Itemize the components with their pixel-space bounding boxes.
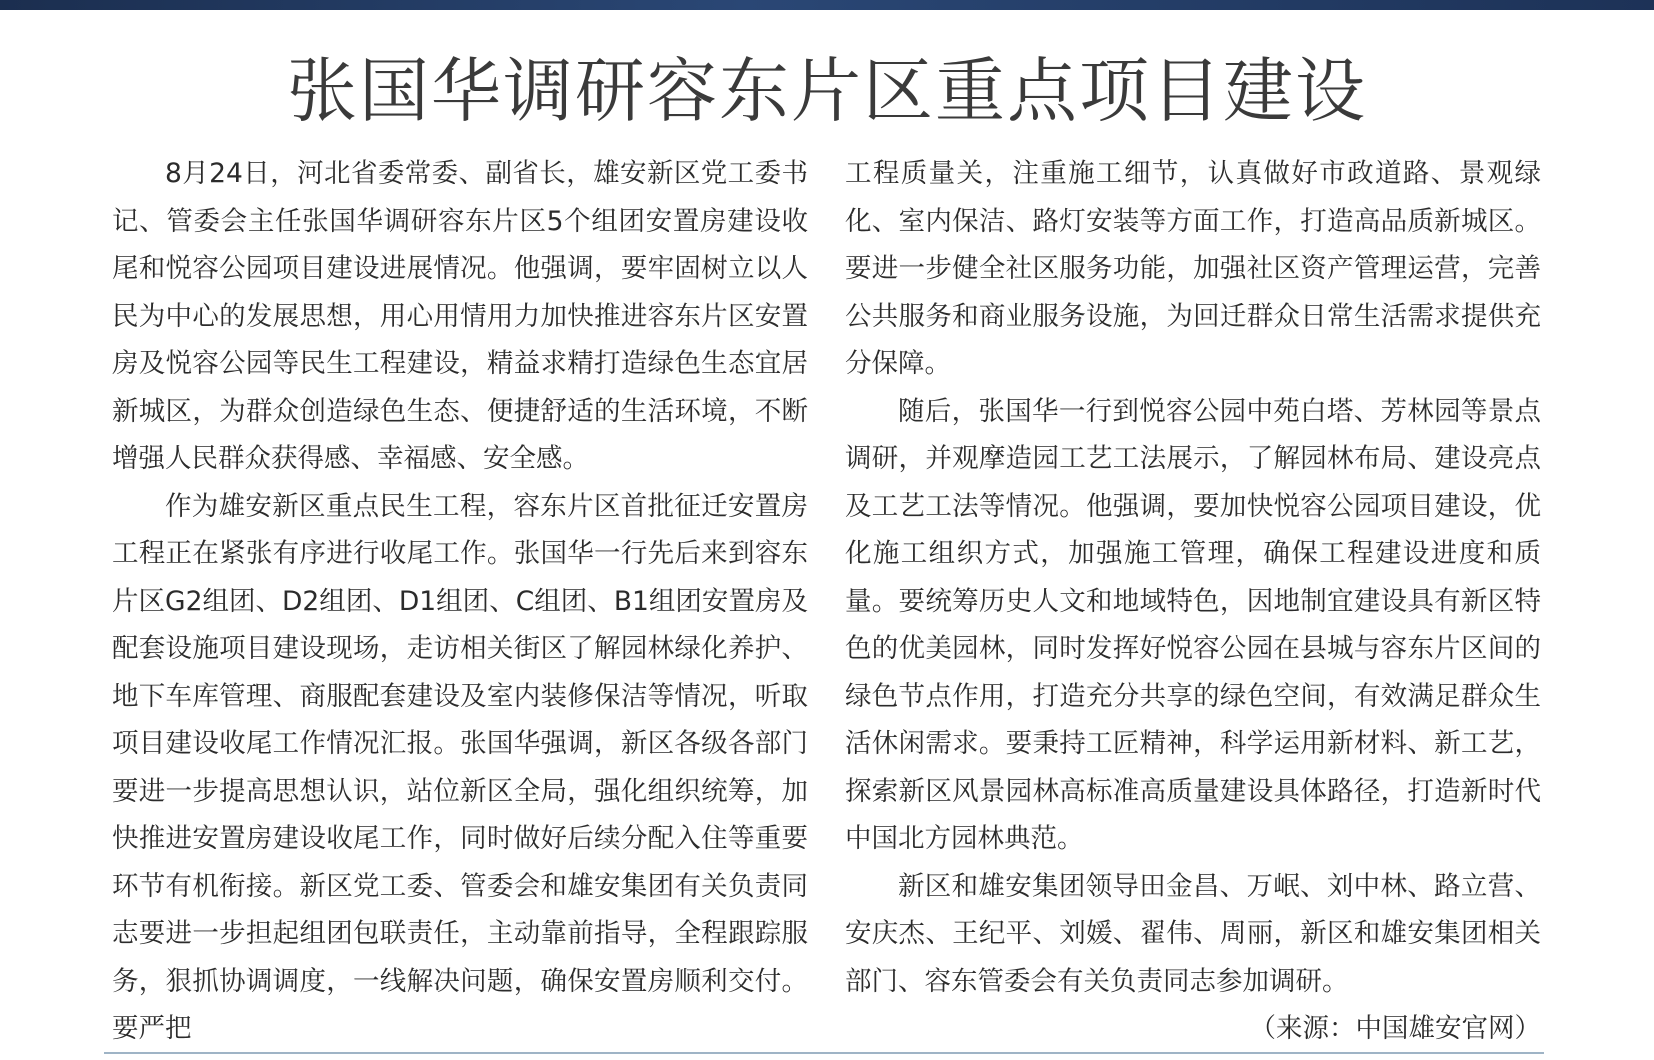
article-paragraph-2: 作为雄安新区重点民生工程，容东片区首批征迁安置房工程正在紧张有序进行收尾工作。张国华一行先后来到容东片区G2组团、D2组团、D1组团、C组团、B1组团安置房及配套设施项目建设现场，走访相关街区了解园林绿化养护、地下车库管理、商服配套建设及室内装修保洁等情况，听取项目建设收尾工作情况汇报。张国华强调，新区各级各部门要进一步提高思想认识，站位新区全局，强化组织统筹，加快推进安置房建设收尾工作，同时做好后续分配入住等重要环节有机衔接。新区党工委、管委会和雄安集团有关负责同志要进一步担起组团包联责任，主动靠前指导，全程跟踪服务，狠抓协调调度，一线解决问题，确保安置房顺利交付。要严把: [112, 490, 808, 1044]
article-paragraph-3: 随后，张国华一行到悦容公园中苑白塔、芳林园等景点调研，并观摩造园工艺工法展示，了解园林布局、建设亮点及工艺工法等情况。他强调，要加快悦容公园项目建设，优化施工组织方式，加强施工管理，确保工程建设进度和质量。要统筹历史人文和地域特色，因地制宜建设具有新区特色的优美园林，同时发挥好悦容公园在县城与容东片区间的绿色节点作用，打造充分共享的绿色空间，有效满足群众生活休闲需求。要秉持工匠精神，科学运用新材料、新工艺，探索新区风景园林高标准高质量建设具体路径，打造新时代中国北方园林典范。: [845, 395, 1541, 854]
article-paragraph-4: 新区和雄安集团领导田金昌、万岷、刘中林、路立营、安庆杰、王纪平、刘媛、翟伟、周丽，新区和雄安集团相关部门、容东管委会有关负责同志参加调研。: [845, 870, 1541, 997]
top-banner-bar: [0, 0, 1654, 10]
article-column-right: [845, 150, 1541, 1053]
article-column-left: [112, 150, 808, 1053]
article-source: （来源：中国雄安官网）: [1249, 1013, 1541, 1044]
article-paragraph-2-continued: 工程质量关，注重施工细节，认真做好市政道路、景观绿化、室内保洁、路灯安装等方面工作，打造高品质新城区。要进一步健全社区服务功能，加强社区资产管理运营，完善公共服务和商业服务设施，为回迁群众日常生活需求提供充分保障。: [845, 158, 1541, 379]
article-title: 张国华调研容东片区重点项目建设: [287, 50, 1367, 132]
bottom-divider: [104, 1052, 1544, 1054]
article-paragraph-1: 8月24日，河北省委常委、副省长，雄安新区党工委书记、管委会主任张国华调研容东片区5个组团安置房建设收尾和悦容公园项目建设进展情况。他强调，要牢固树立以人民为中心的发展思想，用心用情用力加快推进容东片区安置房及悦容公园等民生工程建设，精益求精打造绿色生态宜居新城区，为群众创造绿色生态、便捷舒适的生活环境，不断增强人民群众获得感、幸福感、安全感。: [112, 158, 808, 474]
